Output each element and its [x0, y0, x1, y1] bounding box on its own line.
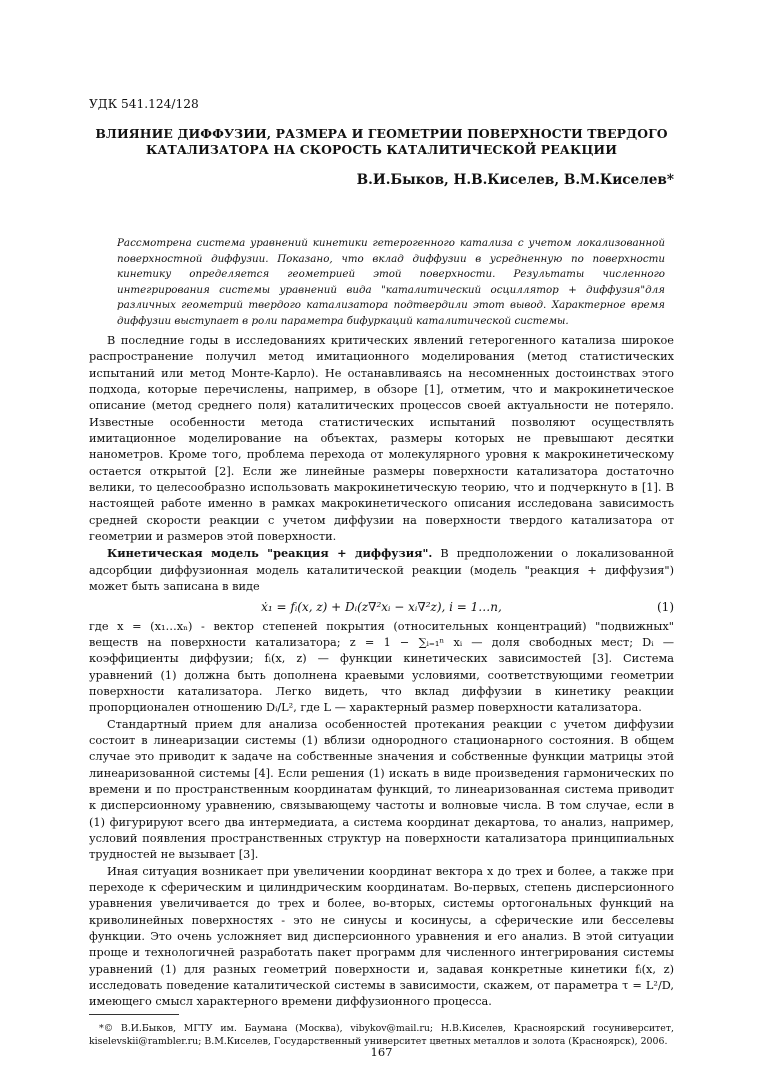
section-heading: Кинетическая модель "реакция + диффузия".: [107, 546, 433, 561]
paragraph-model: [89, 545, 674, 595]
body-text: [89, 333, 674, 1011]
equation-1: [89, 596, 674, 619]
paragraph-numerical: Иная ситуация возникает при увеличении координат вектора x до трех и более, а также при переходе к сферическим и цилиндрическим координатам. Во-первых, степень дисперсионного уравнения увеличивается до трех и более, во-вторых, системы ортогональных функций на криволинейных поверхностях - это не синусы и косинусы, а сферические или бесселевы функции. Это очень усложняет вид дисперсионного уравнения и его анализ. В этой ситуации проще и технологичней разработать пакет программ для численного интегрирования системы уравнений (1) для разных геометрий поверхности и, задавая конкретные кинетики fᵢ(x, z) исследовать поведение каталитической системы в зависимости, скажем, от параметра τ = L²/D, имеющего смысл характерного времени диффузионного процесса.: [89, 864, 674, 1009]
paragraph-intro: В последние годы в исследованиях критических явлений гетерогенного катализа широкое распространение получил метод имитационного моделирования (метод статистических испытаний или метод Монте-Карло). Не останавливаясь на несомненных достоинствах этого подхода, которые перечислены, например, в обзоре [1], отметим, что и макрокинетическое описание (метод среднего поля) каталитических процессов своей актуальности не потеряло. Известные особенности метода статистических испытаний позволяют осуществлять имитационное моделирование на объектах, размеры которых не превышают десятки нанометров. Кроме того, проблема перехода от молекулярного уровня к макрокинетическому остается открытой [2]. Если же линейные размеры поверхности катализатора достаточно велики, то целесообразно использовать макрокинетическую теорию, что и подчеркнуто в [1]. В настоящей работе именно в рамках макрокинетического описания исследована зависимость средней скорости реакции с учетом диффузии на поверхности твердого катализатора от геометрии и размеров этой поверхности.: [89, 334, 674, 544]
page-number: 167: [370, 1045, 393, 1059]
footnote-rule: [89, 1014, 179, 1015]
udk-code: УДК 541.124/128: [89, 97, 199, 111]
equation-text: ẋ₁ = fᵢ(x, z) + Dᵢ(z∇²xᵢ − xᵢ∇²z), i = 1…n,: [261, 599, 502, 614]
paragraph-model-text: В предположении о локализованной адсорбции диффузионная модель каталитической реакции (модель "реакция + диффузия") может быть записана в виде: [89, 547, 674, 594]
footnote: *© В.И.Быков, МГТУ им. Баумана (Москва), vibykov@mail.ru; Н.В.Киселев, Красноярский госуниверситет, kiselevskii@rambler.ru; В.М.Киселев, Государственный университет цветных металлов и золота (Красноярск), 2006.: [89, 1023, 674, 1047]
paragraph-definitions: где x = (x₁…xₙ) - вектор степеней покрытия (относительных концентраций) "подвижных" веществ на поверхности катализатора; z = 1 − ∑ᵢ₌₁ⁿ xᵢ — доля свободных мест; Dᵢ — коэффициенты диффузии; fᵢ(x, z) — функции кинетических зависимостей [3]. Система уравнений (1) должна быть дополнена краевыми условиями, соответствующими геометрии поверхности катализатора. Легко видеть, что вклад диффузии в кинетику реакции пропорционален отношению Dᵢ/L², где L — характерный размер поверхности катализатора.: [89, 619, 674, 715]
abstract: Рассмотрена система уравнений кинетики гетерогенного катализа с учетом локализованной поверхностной диффузии. Показано, что вклад диффузии в усредненную по поверхности кинетику определяется геометрией этой поверхности. Результаты численного интегрирования системы уравнений вида "каталитический осциллятор + диффузия"для различных геометрий твердого катализатора подтвердили этот вывод. Характерное время диффузии выступает в роли параметра бифуркаций каталитической системы.: [117, 237, 665, 327]
paper-title: ВЛИЯНИЕ ДИФФУЗИИ, РАЗМЕРА И ГЕОМЕТРИИ ПОВЕРХНОСТИ ТВЕРДОГО КАТАЛИЗАТОРА НА СКОРОСТЬ КАТАЛИТИЧЕСКОЙ РЕАКЦИИ: [95, 126, 668, 157]
equation-number: (1): [657, 599, 674, 614]
paragraph-linearization: Стандартный прием для анализа особенностей протекания реакции с учетом диффузии состоит в линеаризации системы (1) вблизи однородного стационарного состояния. В общем случае это приводит к задаче на собственные значения и собственные функции матрицы этой линеаризованной системы [4]. Если решения (1) искать в виде произведения гармонических по времени и по пространственным координатам функций, то линеаризованная система приводит к дисперсионному уравнению, связывающему частоты и волновые числа. В том случае, если в (1) фигурируют всего два интермедиата, а система координат декартова, то анализ, например, условий появления пространственных структур на поверхности катализатора принципиальных трудностей не вызывает [3].: [89, 717, 674, 862]
authors: В.И.Быков, Н.В.Киселев, В.М.Киселев*: [356, 172, 674, 188]
